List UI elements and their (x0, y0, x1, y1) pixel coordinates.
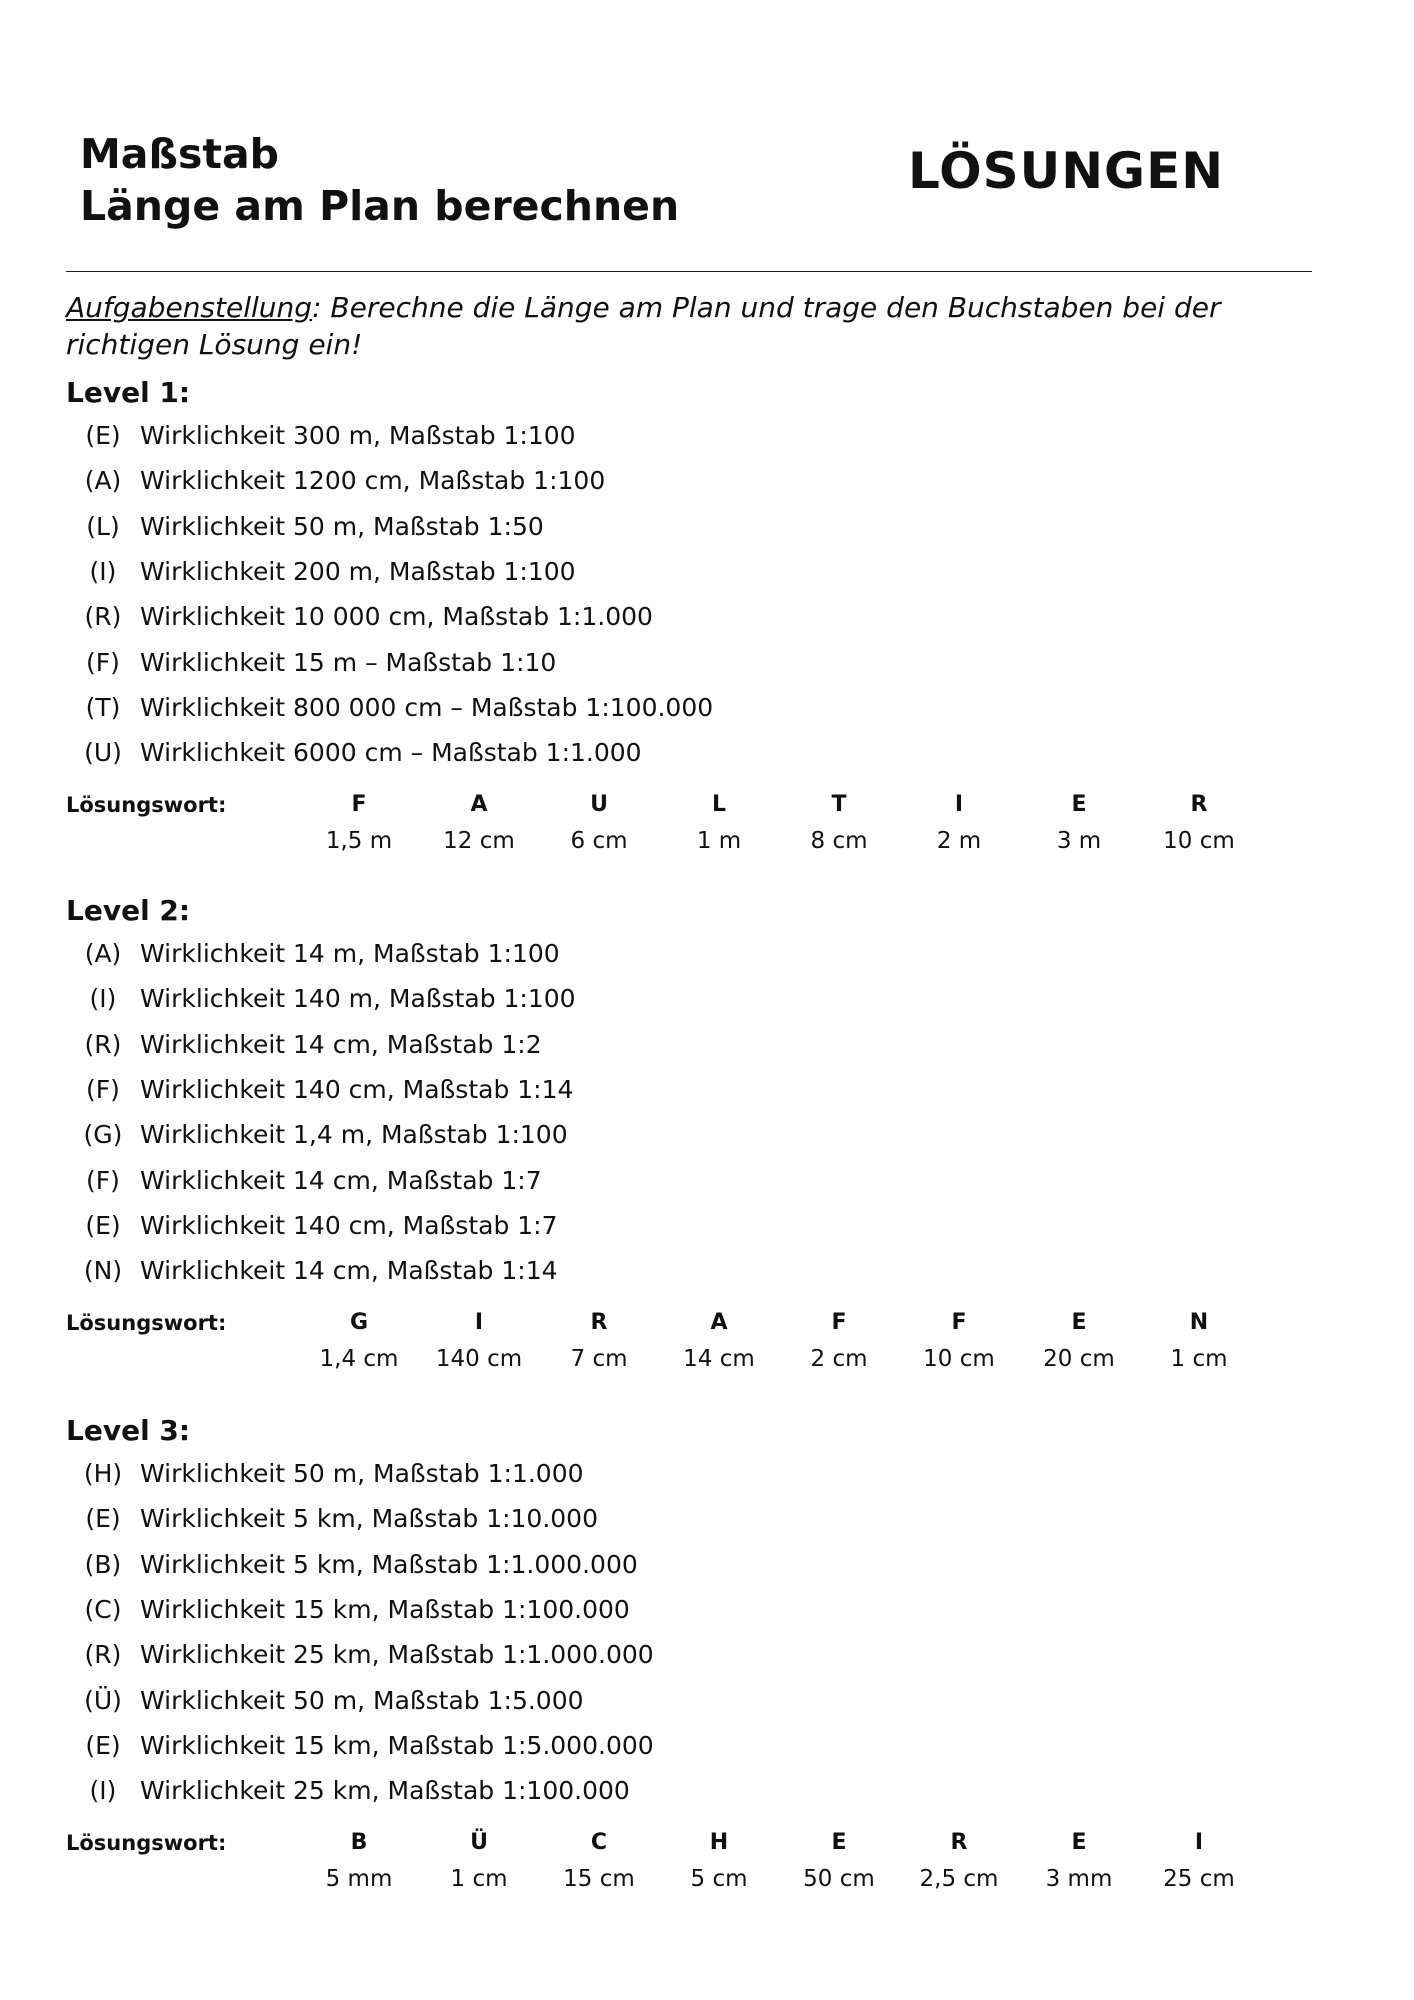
task-item (66, 730, 1316, 775)
solution-column (1139, 1825, 1259, 1897)
solution-letter: T (831, 792, 847, 818)
header-divider (66, 271, 1312, 272)
task-text: Wirklichkeit 1200 cm, Maßstab 1:100 (140, 466, 606, 496)
task-text: Wirklichkeit 25 km, Maßstab 1:1.000.000 (140, 1640, 654, 1670)
solution-column (1139, 1305, 1259, 1377)
solution-value: 3 mm (1045, 1866, 1113, 1893)
solution-word-row (66, 1825, 1316, 1897)
solution-letter: A (470, 792, 488, 818)
solutions-heading: LÖSUNGEN (908, 142, 1225, 200)
solution-column (779, 1825, 899, 1897)
solution-column (1019, 787, 1139, 859)
task-item (66, 1723, 1316, 1768)
solution-value: 20 cm (1043, 1346, 1115, 1373)
solution-letter: B (350, 1830, 368, 1856)
task-text: Wirklichkeit 50 m, Maßstab 1:5.000 (140, 1685, 584, 1715)
solution-column (419, 787, 539, 859)
task-letter: (N) (83, 1256, 123, 1286)
solution-letter: R (1190, 792, 1208, 818)
task-letter: (R) (84, 602, 122, 632)
task-text: Wirklichkeit 14 cm, Maßstab 1:14 (140, 1256, 558, 1286)
level-title: Level 1: (66, 376, 191, 409)
solution-word-row (66, 787, 1316, 859)
task-letter: (R) (84, 1029, 122, 1059)
task-item (66, 1587, 1316, 1632)
solution-column (419, 1825, 539, 1897)
instructions (66, 289, 1306, 363)
solution-value: 2 cm (810, 1346, 868, 1373)
solution-letter: E (1071, 1830, 1087, 1856)
task-text: Wirklichkeit 300 m, Maßstab 1:100 (140, 421, 576, 451)
solution-value: 14 cm (683, 1346, 755, 1373)
solution-word-label: Lösungswort: (66, 793, 227, 818)
solution-value: 15 cm (563, 1866, 635, 1893)
solution-letter: R (950, 1830, 968, 1856)
solution-column (1019, 1305, 1139, 1377)
task-item (66, 1496, 1316, 1541)
solution-column (299, 787, 419, 859)
task-letter: (R) (84, 1640, 122, 1670)
task-letter: (E) (85, 1504, 121, 1534)
instructions-lead: Aufgabenstellung (66, 291, 313, 324)
solution-value: 1 cm (1170, 1346, 1228, 1373)
task-letter: (G) (83, 1120, 123, 1150)
solution-column (779, 1305, 899, 1377)
task-item (66, 1112, 1316, 1157)
solution-column (659, 787, 779, 859)
solution-value: 5 mm (325, 1866, 393, 1893)
solution-value: 12 cm (443, 828, 515, 855)
task-letter: (A) (84, 939, 122, 969)
task-text: Wirklichkeit 15 km, Maßstab 1:5.000.000 (140, 1730, 654, 1760)
task-letter: (F) (86, 647, 120, 677)
solution-value: 7 cm (570, 1346, 628, 1373)
task-item (66, 458, 1316, 503)
task-item (66, 504, 1316, 549)
solution-letter: U (590, 792, 608, 818)
solution-letter: F (831, 1310, 847, 1336)
page-title (80, 128, 679, 232)
task-text: Wirklichkeit 140 m, Maßstab 1:100 (140, 984, 576, 1014)
solution-value: 140 cm (435, 1346, 523, 1373)
solution-letter: Ü (470, 1830, 488, 1856)
level-section (66, 373, 1316, 859)
task-item (66, 1542, 1316, 1587)
solution-column (299, 1305, 419, 1377)
task-item (66, 1248, 1316, 1293)
task-letter: (L) (86, 511, 120, 541)
task-item (66, 685, 1316, 730)
solution-word-row (66, 1305, 1316, 1377)
solution-value: 3 m (1056, 828, 1102, 855)
solution-column (1019, 1825, 1139, 1897)
solution-column (899, 1825, 1019, 1897)
task-text: Wirklichkeit 10 000 cm, Maßstab 1:1.000 (140, 602, 653, 632)
task-text: Wirklichkeit 200 m, Maßstab 1:100 (140, 557, 576, 587)
solution-value: 1 cm (450, 1866, 508, 1893)
solution-value: 1,5 m (325, 828, 393, 855)
solution-column (1139, 787, 1259, 859)
task-text: Wirklichkeit 50 m, Maßstab 1:1.000 (140, 1459, 584, 1489)
level-title: Level 3: (66, 1414, 191, 1447)
solution-letter: H (709, 1830, 729, 1856)
solution-letter: I (1194, 1830, 1204, 1856)
instructions-text: : Berechne die Länge am Plan und trage den Buchstaben bei der richtigen Lösung ein! (66, 291, 1221, 361)
task-text: Wirklichkeit 14 cm, Maßstab 1:2 (140, 1029, 542, 1059)
solution-value: 8 cm (810, 828, 868, 855)
task-letter: (F) (86, 1165, 120, 1195)
solution-letter: G (349, 1310, 369, 1336)
solution-column (539, 787, 659, 859)
task-text: Wirklichkeit 1,4 m, Maßstab 1:100 (140, 1120, 568, 1150)
solution-value: 10 cm (923, 1346, 995, 1373)
solution-letter: I (954, 792, 964, 818)
solution-value: 6 cm (570, 828, 628, 855)
task-item (66, 1451, 1316, 1496)
task-list (66, 413, 1316, 775)
solution-column (899, 787, 1019, 859)
task-item (66, 549, 1316, 594)
task-text: Wirklichkeit 14 m, Maßstab 1:100 (140, 939, 560, 969)
task-letter: (A) (84, 466, 122, 496)
solution-column (539, 1825, 659, 1897)
task-letter: (I) (89, 1776, 117, 1806)
task-letter: (F) (86, 1075, 120, 1105)
task-text: Wirklichkeit 5 km, Maßstab 1:1.000.000 (140, 1549, 638, 1579)
level-section (66, 1411, 1316, 1897)
task-letter: (T) (85, 692, 121, 722)
task-item (66, 976, 1316, 1021)
task-list (66, 931, 1316, 1293)
task-text: Wirklichkeit 15 m – Maßstab 1:10 (140, 647, 557, 677)
task-letter: (C) (84, 1595, 122, 1625)
task-letter: (I) (89, 557, 117, 587)
task-item (66, 1677, 1316, 1722)
task-list (66, 1451, 1316, 1813)
solution-letter: R (590, 1310, 608, 1336)
task-item (66, 1632, 1316, 1677)
solution-letter: I (474, 1310, 484, 1336)
solution-letter: A (710, 1310, 728, 1336)
title-line-2: Länge am Plan berechnen (80, 182, 680, 230)
task-text: Wirklichkeit 800 000 cm – Maßstab 1:100.000 (140, 692, 714, 722)
solution-letter: E (831, 1830, 847, 1856)
task-item (66, 1067, 1316, 1112)
solution-column (299, 1825, 419, 1897)
solution-value: 5 cm (690, 1866, 748, 1893)
task-text: Wirklichkeit 5 km, Maßstab 1:10.000 (140, 1504, 598, 1534)
solution-letter: L (711, 792, 727, 818)
solution-letter: E (1071, 792, 1087, 818)
task-letter: (I) (89, 984, 117, 1014)
task-letter: (B) (84, 1549, 122, 1579)
solution-column (659, 1305, 779, 1377)
task-item (66, 1157, 1316, 1202)
task-text: Wirklichkeit 14 cm, Maßstab 1:7 (140, 1165, 542, 1195)
task-letter: (H) (83, 1459, 123, 1489)
solution-value: 2,5 cm (919, 1866, 999, 1893)
solution-letter: F (951, 1310, 967, 1336)
solution-column (419, 1305, 539, 1377)
solution-letter: E (1071, 1310, 1087, 1336)
level-section (66, 891, 1316, 1377)
task-item (66, 413, 1316, 458)
task-item (66, 639, 1316, 684)
task-text: Wirklichkeit 6000 cm – Maßstab 1:1.000 (140, 738, 642, 768)
task-text: Wirklichkeit 15 km, Maßstab 1:100.000 (140, 1595, 630, 1625)
task-item (66, 1203, 1316, 1248)
solution-letter: F (351, 792, 367, 818)
solution-value: 1 m (696, 828, 742, 855)
solution-letter: C (590, 1830, 608, 1856)
task-text: Wirklichkeit 50 m, Maßstab 1:50 (140, 511, 544, 541)
task-text: Wirklichkeit 140 cm, Maßstab 1:14 (140, 1075, 574, 1105)
task-item (66, 931, 1316, 976)
solution-value: 10 cm (1163, 828, 1235, 855)
solution-value: 2 m (936, 828, 982, 855)
solution-value: 25 cm (1163, 1866, 1235, 1893)
solution-value: 50 cm (803, 1866, 875, 1893)
solution-column (899, 1305, 1019, 1377)
solution-letter: N (1189, 1310, 1209, 1336)
solution-column (659, 1825, 779, 1897)
task-letter: (Ü) (84, 1685, 122, 1715)
task-letter: (E) (85, 1730, 121, 1760)
solution-value: 1,4 cm (319, 1346, 399, 1373)
task-item (66, 594, 1316, 639)
task-letter: (E) (85, 1210, 121, 1240)
task-text: Wirklichkeit 25 km, Maßstab 1:100.000 (140, 1776, 630, 1806)
solution-word-label: Lösungswort: (66, 1831, 227, 1856)
solution-column (779, 787, 899, 859)
task-item (66, 1768, 1316, 1813)
solution-word-label: Lösungswort: (66, 1311, 227, 1336)
level-title: Level 2: (66, 894, 191, 927)
task-text: Wirklichkeit 140 cm, Maßstab 1:7 (140, 1210, 558, 1240)
solution-column (539, 1305, 659, 1377)
task-item (66, 1022, 1316, 1067)
task-letter: (U) (84, 738, 122, 768)
title-line-1: Maßstab (80, 130, 279, 178)
task-letter: (E) (85, 421, 121, 451)
